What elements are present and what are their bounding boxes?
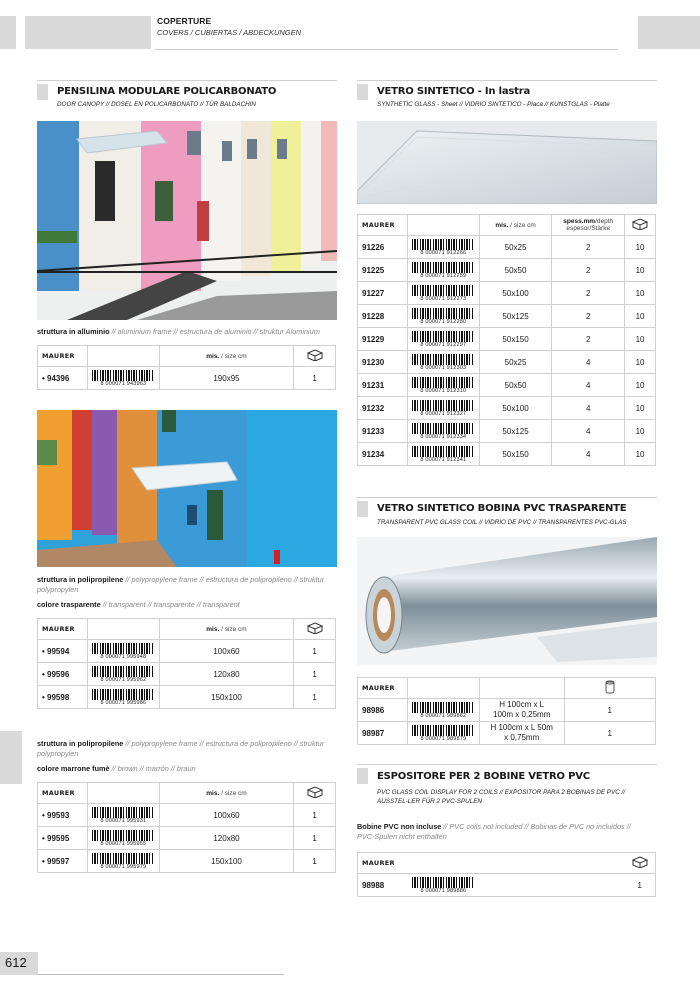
qty-value: 10 bbox=[625, 328, 656, 351]
thickness-translation: espesor/Stärke bbox=[566, 225, 611, 232]
table-row bbox=[38, 686, 336, 709]
ean-number: 8 000071 912273 bbox=[420, 295, 467, 302]
table-row bbox=[358, 305, 656, 328]
canopy-table-3 bbox=[37, 782, 336, 873]
size-line-2: x 0,75mm bbox=[504, 733, 540, 742]
size-value: 50x50 bbox=[479, 259, 552, 282]
caption-translations: // brown // marrón // braun bbox=[109, 764, 196, 773]
page-number: 612 bbox=[5, 955, 27, 970]
barcode-bars bbox=[412, 308, 474, 319]
header-empty bbox=[87, 346, 159, 367]
product-code: 98988 bbox=[358, 874, 408, 897]
table-row bbox=[38, 850, 336, 873]
barcode bbox=[407, 722, 479, 745]
barcode-bars bbox=[412, 239, 474, 250]
canopy-table-2 bbox=[37, 618, 336, 709]
table-row bbox=[358, 351, 656, 374]
ean-number: 8 000071 912327 bbox=[420, 410, 467, 417]
thickness-unit: /depth bbox=[595, 218, 614, 225]
table-row bbox=[38, 827, 336, 850]
package-icon-cell bbox=[294, 783, 336, 804]
qty-value: 10 bbox=[625, 282, 656, 305]
size-label: mis. bbox=[495, 221, 509, 229]
thickness-value: 4 bbox=[552, 420, 625, 443]
coil-subtitle: TRANSPARENT PVC GLASS COIL // VIDRIO DE PVC // TRANSPARENTES PVC-GLAS bbox=[377, 519, 627, 526]
thickness-value: 2 bbox=[552, 259, 625, 282]
ean-number: 8 000071 995931 bbox=[100, 817, 147, 824]
ean-number: 8 000071 989879 bbox=[420, 735, 467, 742]
size-unit: / size cm bbox=[221, 625, 247, 633]
size-column-header bbox=[159, 619, 293, 640]
barcode-bars bbox=[92, 853, 154, 864]
roll-icon-cell bbox=[564, 678, 656, 699]
empty-cell bbox=[479, 874, 624, 897]
product-code: • 99594 bbox=[38, 640, 88, 663]
barcode bbox=[407, 397, 479, 420]
size-value: 190x95 bbox=[159, 367, 293, 390]
size-line-1: H 100cm x L bbox=[499, 700, 545, 709]
barcode-bars bbox=[412, 354, 474, 365]
ean-number: 8 000071 912280 bbox=[420, 318, 467, 325]
table-row bbox=[38, 640, 336, 663]
ean-number: 8 000071 912310 bbox=[420, 387, 467, 394]
thickness-value: 4 bbox=[552, 351, 625, 374]
ean-number: 8 000071 912266 bbox=[420, 249, 467, 256]
table-header-row bbox=[38, 346, 336, 367]
section-rule bbox=[357, 764, 657, 765]
size-value: 100x60 bbox=[159, 804, 293, 827]
left-edge-tab bbox=[0, 16, 16, 49]
qty-value: 1 bbox=[294, 663, 336, 686]
caption-translations: // polypropylene frame // estructura de polipropileno // struktur polypropylen bbox=[37, 739, 325, 758]
table-row bbox=[358, 259, 656, 282]
table-header-row bbox=[38, 619, 336, 640]
size-line-2: 100m x 0,25mm bbox=[493, 710, 551, 719]
qty-value: 10 bbox=[625, 305, 656, 328]
barcode bbox=[87, 663, 159, 686]
barcode bbox=[87, 850, 159, 873]
size-column-header bbox=[479, 215, 552, 236]
table-row bbox=[358, 397, 656, 420]
coil-photo bbox=[357, 537, 657, 665]
table-header-row bbox=[358, 853, 656, 874]
display-table bbox=[357, 852, 656, 897]
caption-bold: Bobine PVC non incluse bbox=[357, 822, 442, 831]
canopy-table-1 bbox=[37, 345, 336, 390]
size-value bbox=[479, 699, 564, 722]
barcode-bars bbox=[412, 423, 474, 434]
footer-rule bbox=[38, 974, 284, 975]
qty-value: 10 bbox=[625, 236, 656, 259]
thickness-value: 4 bbox=[552, 374, 625, 397]
section-rule bbox=[357, 497, 657, 498]
table-row bbox=[358, 328, 656, 351]
ean-number: 8 000071 995979 bbox=[100, 863, 147, 870]
box-icon bbox=[631, 218, 649, 230]
product-code: 98987 bbox=[358, 722, 408, 745]
section-marker bbox=[37, 84, 48, 100]
canopy-caption-1 bbox=[37, 327, 337, 337]
ean-number: 8 000071 912334 bbox=[420, 433, 467, 440]
size-value: 100x60 bbox=[159, 640, 293, 663]
qty-value: 10 bbox=[625, 397, 656, 420]
barcode bbox=[407, 420, 479, 443]
size-value: 50x150 bbox=[479, 443, 552, 466]
table-header-row bbox=[358, 215, 656, 236]
caption-translations: // PVC coils not included // Bobinas de PVC no incluidos // PVC-Spulen nicht enthalten bbox=[357, 822, 631, 841]
canopy-subtitle: DOOR CANOPY // DOSEL EN POLICARBONATO // TÜR BALDACHIN bbox=[57, 101, 256, 108]
caption-translations: // polypropylene frame // estructura de polipropileno // struktur polypropylen bbox=[37, 575, 325, 594]
header-empty bbox=[87, 619, 159, 640]
size-unit: / size cm bbox=[510, 221, 536, 229]
product-code: 98986 bbox=[358, 699, 408, 722]
qty-value: 1 bbox=[294, 850, 336, 873]
ean-number: 8 000071 912259 bbox=[420, 272, 467, 279]
thickness-value: 2 bbox=[552, 305, 625, 328]
glass-sheet-title: VETRO SINTETICO - In lastra bbox=[377, 86, 531, 97]
section-rule bbox=[37, 80, 337, 81]
roll-icon bbox=[605, 680, 615, 694]
ean-number: 8 000071 995962 bbox=[100, 676, 147, 683]
product-code: 91228 bbox=[358, 305, 408, 328]
brand-logo: MAURER bbox=[38, 783, 88, 804]
product-code: 91234 bbox=[358, 443, 408, 466]
size-value: 120x80 bbox=[159, 827, 293, 850]
size-line-1: H 100cm x L 50m bbox=[490, 723, 553, 732]
thickness-label: spess.mm bbox=[563, 218, 596, 225]
package-icon-cell bbox=[294, 346, 336, 367]
ean-number: 8 000071 989862 bbox=[420, 712, 467, 719]
product-code: 91233 bbox=[358, 420, 408, 443]
qty-value: 10 bbox=[625, 351, 656, 374]
thickness-value: 2 bbox=[552, 282, 625, 305]
product-code: • 94396 bbox=[38, 367, 88, 390]
footer-side-tab bbox=[0, 731, 22, 784]
box-icon bbox=[631, 856, 649, 868]
size-value: 120x80 bbox=[159, 663, 293, 686]
product-code: 91231 bbox=[358, 374, 408, 397]
qty-value: 1 bbox=[294, 686, 336, 709]
ean-number: 8 000071 943963 bbox=[100, 380, 147, 387]
canopy-photo-blue-house bbox=[37, 410, 337, 567]
table-row bbox=[38, 804, 336, 827]
barcode bbox=[407, 374, 479, 397]
table-header-row bbox=[38, 783, 336, 804]
size-value: 150x100 bbox=[159, 850, 293, 873]
brand-logo: MAURER bbox=[358, 853, 408, 874]
product-code: 91229 bbox=[358, 328, 408, 351]
table-row bbox=[358, 699, 656, 722]
ean-number: 8 000071 912303 bbox=[420, 364, 467, 371]
size-value: 50x100 bbox=[479, 397, 552, 420]
barcode bbox=[407, 699, 479, 722]
ean-number: 8 000071 995955 bbox=[100, 840, 147, 847]
size-value: 50x125 bbox=[479, 305, 552, 328]
size-column-header bbox=[159, 346, 293, 367]
coil-table bbox=[357, 677, 656, 745]
table-header-row bbox=[358, 678, 656, 699]
brand-logo: MAURER bbox=[38, 619, 88, 640]
package-icon-cell bbox=[625, 215, 656, 236]
product-code: 91225 bbox=[358, 259, 408, 282]
barcode bbox=[407, 305, 479, 328]
table-row bbox=[358, 420, 656, 443]
barcode-bars bbox=[92, 689, 154, 700]
barcode bbox=[87, 804, 159, 827]
product-code: 91226 bbox=[358, 236, 408, 259]
header-grey-block bbox=[25, 16, 151, 49]
barcode bbox=[407, 259, 479, 282]
size-value: 50x25 bbox=[479, 351, 552, 374]
size-value: 50x100 bbox=[479, 282, 552, 305]
box-icon bbox=[306, 786, 324, 798]
brand-logo: MAURER bbox=[358, 678, 408, 699]
barcode-bars bbox=[412, 262, 474, 273]
size-value bbox=[479, 722, 564, 745]
package-icon-cell bbox=[294, 619, 336, 640]
canopy-caption-3b bbox=[37, 764, 337, 774]
product-code: • 99597 bbox=[38, 850, 88, 873]
header-empty bbox=[87, 783, 159, 804]
barcode bbox=[407, 351, 479, 374]
canopy-caption-2 bbox=[37, 575, 337, 595]
barcode bbox=[87, 827, 159, 850]
barcode-bars bbox=[92, 370, 154, 381]
brand-logo: MAURER bbox=[358, 215, 408, 236]
thickness-value: 2 bbox=[552, 236, 625, 259]
product-code: • 99595 bbox=[38, 827, 88, 850]
qty-value: 1 bbox=[294, 367, 336, 390]
ean-number: 8 000071 912297 bbox=[420, 341, 467, 348]
qty-value: 10 bbox=[625, 259, 656, 282]
product-code: 91230 bbox=[358, 351, 408, 374]
caption-translations: // aluminium frame // estructura de aluminio // struktur Aluminium bbox=[109, 327, 320, 336]
size-column-header bbox=[159, 783, 293, 804]
section-marker bbox=[357, 501, 368, 517]
qty-value: 10 bbox=[625, 443, 656, 466]
table-row bbox=[358, 874, 656, 897]
table-row bbox=[38, 663, 336, 686]
display-title: ESPOSITORE PER 2 BOBINE VETRO PVC bbox=[377, 771, 590, 782]
size-label: mis. bbox=[206, 352, 220, 360]
canopy-caption-2b bbox=[37, 600, 337, 610]
size-label: mis. bbox=[206, 625, 220, 633]
size-label: mis. bbox=[206, 789, 220, 797]
barcode-bars bbox=[92, 643, 154, 654]
header-subtitle: COVERS / CUBIERTAS / ABDECKUNGEN bbox=[157, 28, 302, 37]
qty-value: 1 bbox=[564, 722, 656, 745]
barcode bbox=[407, 328, 479, 351]
table-row bbox=[358, 374, 656, 397]
table-row bbox=[38, 367, 336, 390]
qty-value: 1 bbox=[294, 804, 336, 827]
right-edge-tab bbox=[638, 16, 700, 49]
qty-value: 1 bbox=[625, 874, 656, 897]
header-empty bbox=[479, 678, 564, 699]
product-code: 91232 bbox=[358, 397, 408, 420]
ean-number: 8 000071 995986 bbox=[100, 699, 147, 706]
barcode bbox=[407, 874, 479, 897]
section-rule bbox=[357, 80, 657, 81]
barcode-bars bbox=[412, 877, 474, 888]
header-empty bbox=[407, 853, 479, 874]
barcode bbox=[87, 367, 159, 390]
barcode-bars bbox=[412, 377, 474, 388]
qty-value: 10 bbox=[625, 420, 656, 443]
barcode-bars bbox=[412, 446, 474, 457]
table-row bbox=[358, 282, 656, 305]
thickness-value: 4 bbox=[552, 397, 625, 420]
header-empty bbox=[407, 215, 479, 236]
package-icon-cell bbox=[625, 853, 656, 874]
box-icon bbox=[306, 622, 324, 634]
barcode-bars bbox=[412, 400, 474, 411]
barcode-bars bbox=[412, 331, 474, 342]
size-value: 50x125 bbox=[479, 420, 552, 443]
qty-value: 1 bbox=[294, 640, 336, 663]
qty-value: 10 bbox=[625, 374, 656, 397]
ean-number: 8 000071 912341 bbox=[420, 456, 467, 463]
qty-value: 1 bbox=[564, 699, 656, 722]
section-marker bbox=[357, 84, 368, 100]
thickness-value: 2 bbox=[552, 328, 625, 351]
canopy-title: PENSILINA MODULARE POLICARBONATO bbox=[57, 86, 277, 97]
qty-value: 1 bbox=[294, 827, 336, 850]
caption-translations: // transparent // transparente // transparent bbox=[100, 600, 240, 609]
table-row bbox=[358, 443, 656, 466]
barcode-bars bbox=[92, 830, 154, 841]
barcode bbox=[87, 640, 159, 663]
size-value: 50x50 bbox=[479, 374, 552, 397]
barcode-bars bbox=[412, 285, 474, 296]
ean-number: 8 000071 995948 bbox=[100, 653, 147, 660]
coil-title: VETRO SINTETICO BOBINA PVC TRASPARENTE bbox=[377, 503, 627, 514]
display-caption bbox=[357, 822, 642, 842]
barcode-bars bbox=[412, 702, 474, 713]
table-row bbox=[358, 236, 656, 259]
glass-sheet-photo bbox=[357, 121, 657, 204]
brand-logo: MAURER bbox=[38, 346, 88, 367]
size-value: 50x25 bbox=[479, 236, 552, 259]
product-code: 91227 bbox=[358, 282, 408, 305]
box-icon bbox=[306, 349, 324, 361]
barcode bbox=[407, 236, 479, 259]
header-empty bbox=[479, 853, 624, 874]
caption-bold: colore marrone fumè bbox=[37, 764, 110, 773]
ean-number: 8 000071 989886 bbox=[420, 887, 467, 894]
product-code: • 99598 bbox=[38, 686, 88, 709]
header-category: COPERTURE bbox=[157, 16, 212, 26]
table-row bbox=[358, 722, 656, 745]
size-value: 150x100 bbox=[159, 686, 293, 709]
size-unit: / size cm bbox=[221, 789, 247, 797]
glass-sheet-subtitle: SYNTHETIC GLASS - Sheet // VIDRIO SINTETICO - Placa // KUNSTGLAS - Platte bbox=[377, 101, 610, 108]
barcode-bars bbox=[92, 807, 154, 818]
size-unit: / size cm bbox=[221, 352, 247, 360]
product-code: • 99596 bbox=[38, 663, 88, 686]
barcode-bars bbox=[412, 725, 474, 736]
caption-bold: struttura in polipropilene bbox=[37, 739, 124, 748]
section-marker bbox=[357, 768, 368, 784]
barcode bbox=[87, 686, 159, 709]
barcode bbox=[407, 443, 479, 466]
barcode-bars bbox=[92, 666, 154, 677]
caption-bold: colore trasparente bbox=[37, 600, 101, 609]
caption-bold: struttura in polipropilene bbox=[37, 575, 124, 584]
barcode bbox=[407, 282, 479, 305]
thickness-column-header bbox=[552, 215, 625, 236]
header-empty bbox=[407, 678, 479, 699]
display-subtitle: PVC GLASS COIL DISPLAY FOR 2 COILS // EXPOSITOR PARA 2 BOBINAS DE PVC // AUSSTEL-LER FÜR 2 PVC-SPULEN bbox=[377, 789, 625, 805]
caption-bold: struttura in alluminio bbox=[37, 327, 110, 336]
canopy-photo-houses bbox=[37, 121, 337, 320]
size-value: 50x150 bbox=[479, 328, 552, 351]
glass-sheet-table bbox=[357, 214, 656, 466]
canopy-caption-3 bbox=[37, 739, 337, 759]
thickness-value: 4 bbox=[552, 443, 625, 466]
header-rule bbox=[155, 49, 618, 50]
product-code: • 99593 bbox=[38, 804, 88, 827]
